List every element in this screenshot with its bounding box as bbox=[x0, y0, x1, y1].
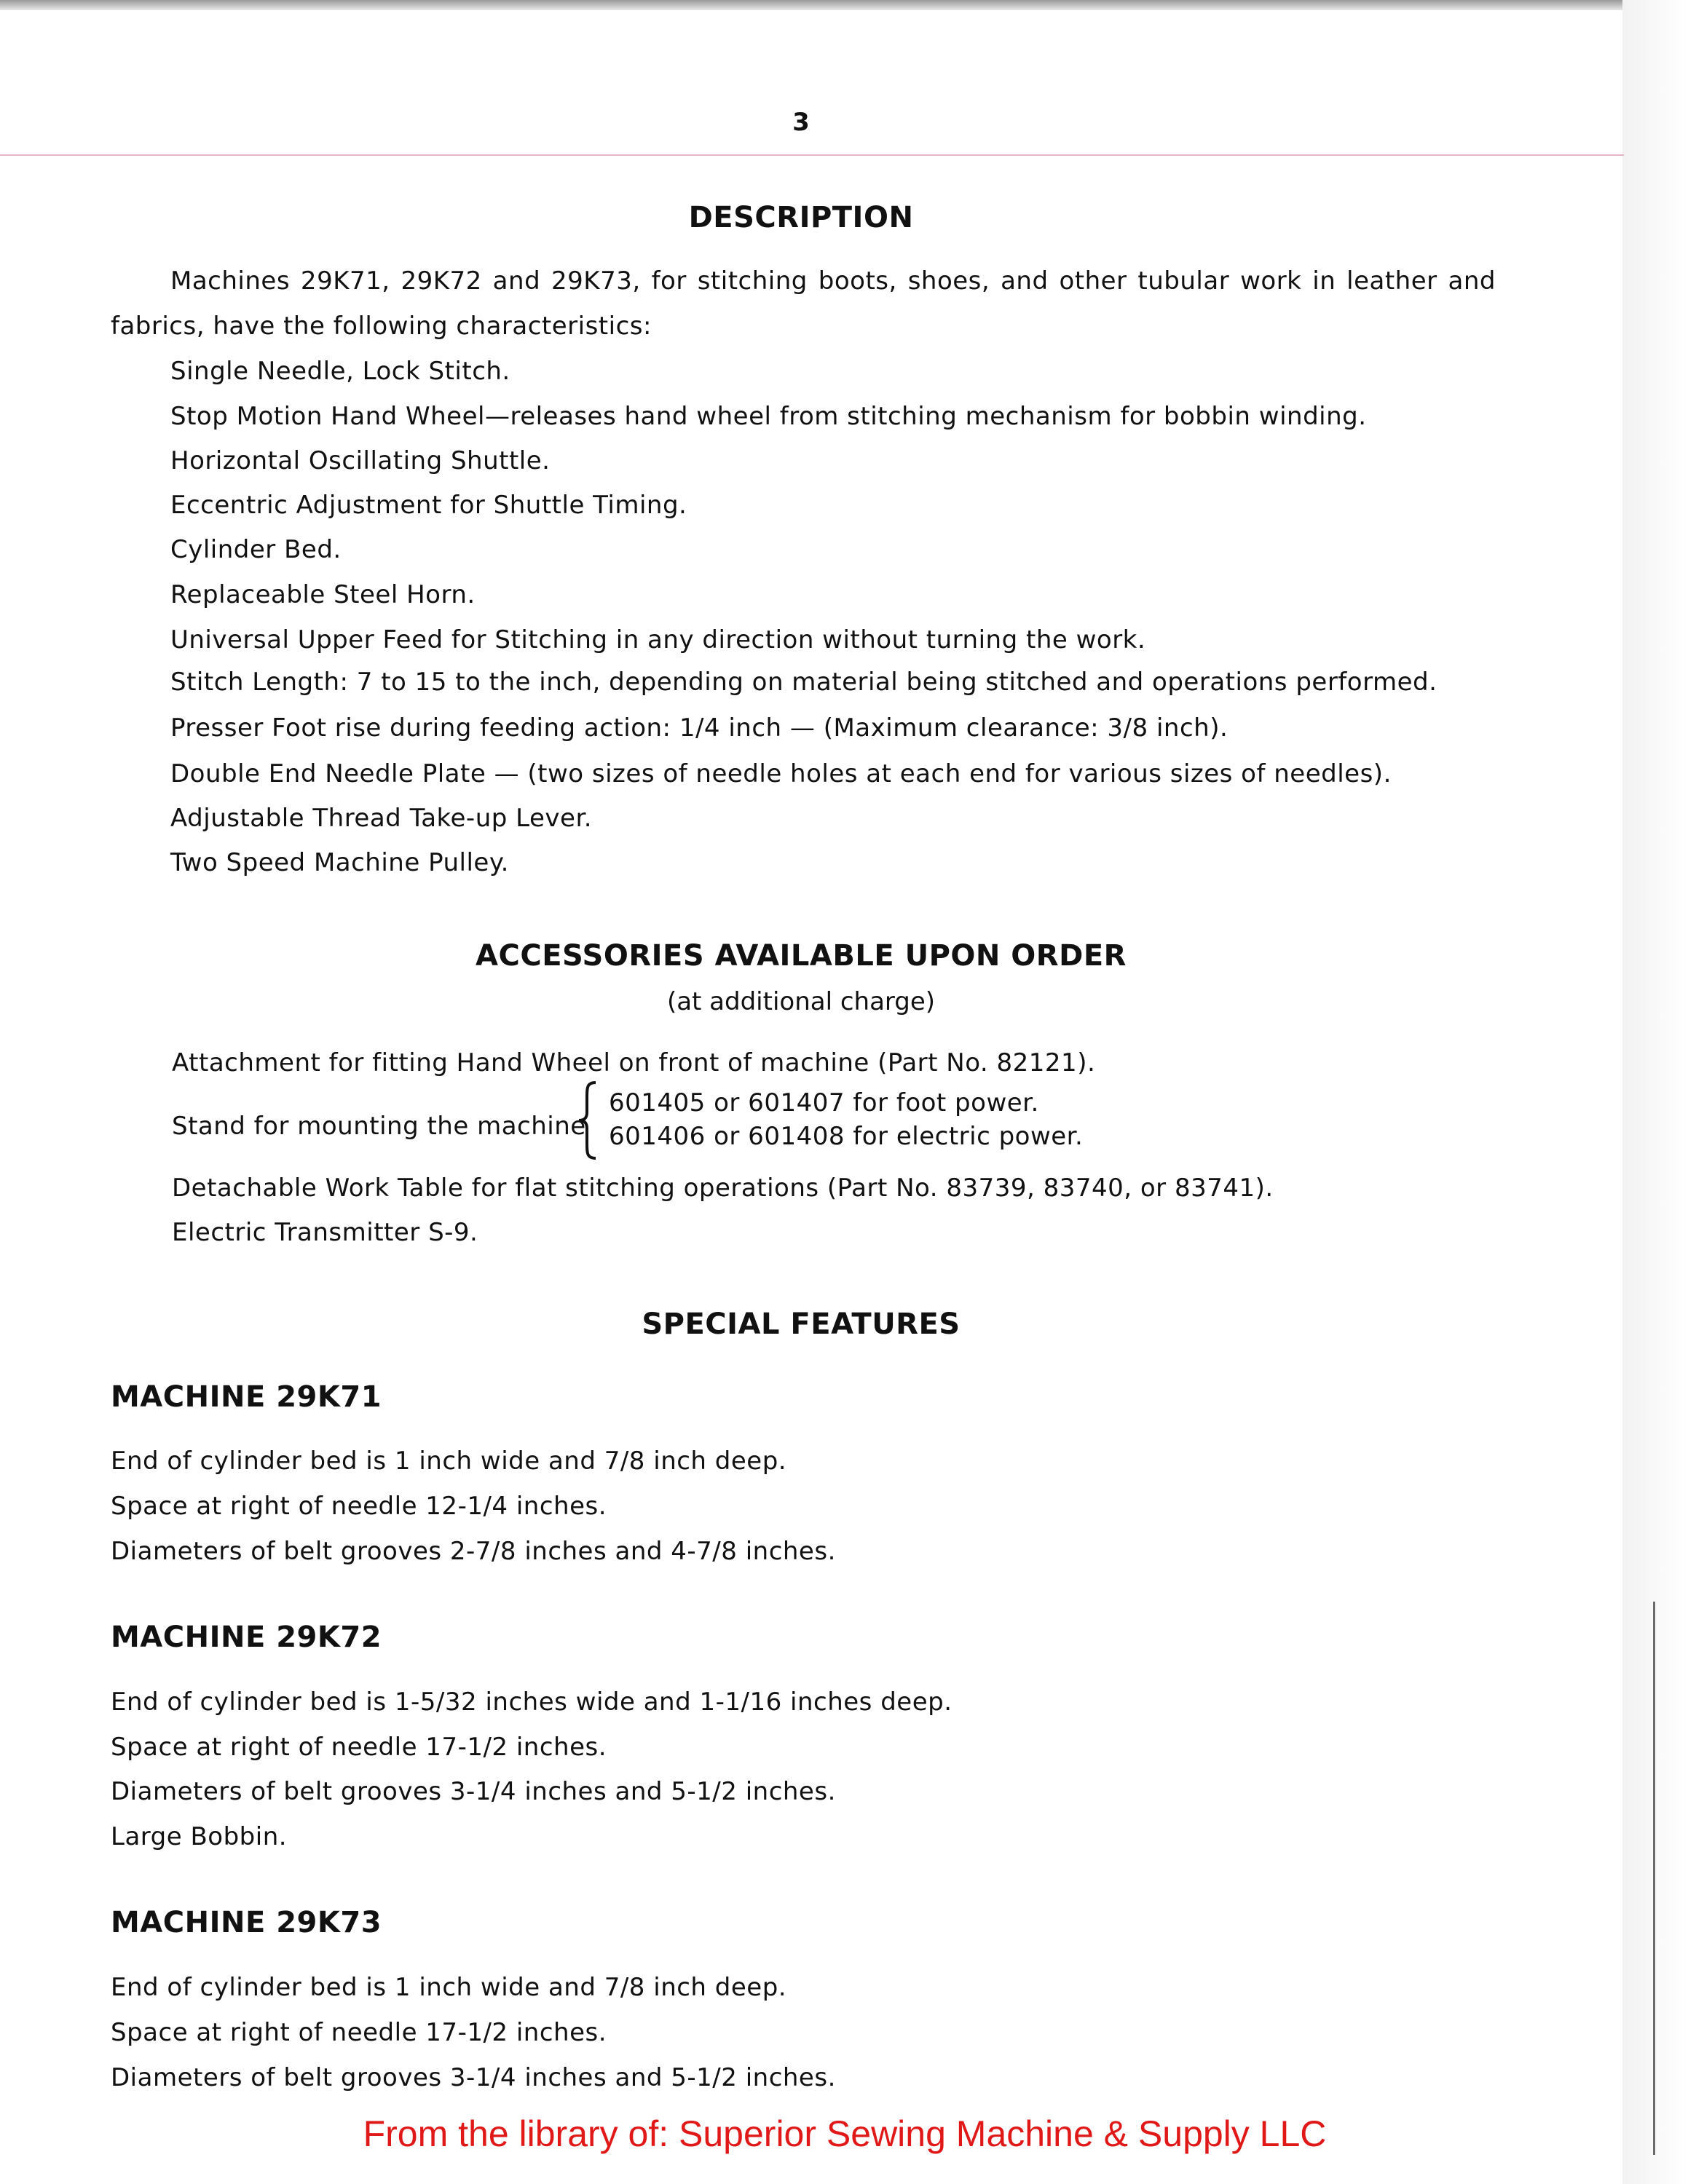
characteristic-item: Replaceable Steel Horn. bbox=[170, 580, 476, 609]
accessory-transmitter: Electric Transmitter S-9. bbox=[172, 1218, 478, 1247]
machine-feature: Diameters of belt grooves 3-1/4 inches and 5-1/2 inches. bbox=[111, 2063, 836, 2092]
description-heading: DESCRIPTION bbox=[688, 201, 914, 234]
description-intro-line2: fabrics, have the following characteristics: bbox=[111, 312, 652, 341]
accessory-stand-label: Stand for mounting the machine bbox=[172, 1112, 586, 1141]
header-rule bbox=[0, 154, 1624, 156]
characteristic-item: Double End Needle Plate — (two sizes of needle holes at each end for various sizes of needles). bbox=[170, 759, 1392, 788]
description-intro-line1: Machines 29K71, 29K72 and 29K73, for stitching boots, shoes, and other tubular work in leather and bbox=[170, 266, 1496, 296]
machine-feature: Diameters of belt grooves 3-1/4 inches and 5-1/2 inches. bbox=[111, 1777, 836, 1806]
characteristic-item: Eccentric Adjustment for Shuttle Timing. bbox=[170, 491, 687, 520]
characteristic-item: Single Needle, Lock Stitch. bbox=[170, 357, 510, 386]
machine-feature: Space at right of needle 17-1/2 inches. bbox=[111, 1733, 607, 1762]
page-right-shadow bbox=[1622, 0, 1688, 2184]
machine-feature: Space at right of needle 12-1/4 inches. bbox=[111, 1492, 607, 1521]
stand-option: 601405 or 601407 for foot power. bbox=[609, 1088, 1039, 1117]
accessory-work-table: Detachable Work Table for flat stitching operations (Part No. 83739, 83740, or 83741). bbox=[172, 1174, 1274, 1203]
accessories-note: (at additional charge) bbox=[666, 987, 936, 1016]
machine-feature: Space at right of needle 17-1/2 inches. bbox=[111, 2018, 607, 2047]
characteristic-item: Stitch Length: 7 to 15 to the inch, depending on material being stitched and operations performed. bbox=[170, 668, 1437, 697]
accessories-heading: ACCESSORIES AVAILABLE UPON ORDER bbox=[476, 939, 1127, 973]
characteristic-item: Stop Motion Hand Wheel—releases hand wheel from stitching mechanism for bobbin winding. bbox=[170, 402, 1367, 431]
accessory-attachment: Attachment for fitting Hand Wheel on front of machine (Part No. 82121). bbox=[172, 1048, 1096, 1077]
characteristic-item: Horizontal Oscillating Shuttle. bbox=[170, 446, 551, 475]
brace-icon bbox=[577, 1080, 599, 1160]
machine-title: MACHINE 29K72 bbox=[111, 1621, 382, 1654]
characteristic-item: Cylinder Bed. bbox=[170, 535, 342, 564]
machine-feature: End of cylinder bed is 1 inch wide and 7/8 inch deep. bbox=[111, 1973, 787, 2002]
library-footer: From the library of: Superior Sewing Machine & Supply LLC bbox=[363, 2113, 1327, 2154]
characteristic-item: Universal Upper Feed for Stitching in any direction without turning the work. bbox=[170, 625, 1146, 654]
stand-option: 601406 or 601408 for electric power. bbox=[609, 1122, 1084, 1151]
page-right-edge-line bbox=[1653, 1602, 1655, 2155]
characteristic-item: Two Speed Machine Pulley. bbox=[170, 848, 509, 877]
characteristic-item: Adjustable Thread Take-up Lever. bbox=[170, 804, 593, 833]
special-features-heading: SPECIAL FEATURES bbox=[642, 1307, 961, 1341]
machine-feature: End of cylinder bed is 1 inch wide and 7/8 inch deep. bbox=[111, 1447, 787, 1476]
characteristic-item: Presser Foot rise during feeding action: 1/4 inch — (Maximum clearance: 3/8 inch). bbox=[170, 713, 1228, 743]
page-top-edge bbox=[0, 0, 1624, 10]
page-number: 3 bbox=[792, 108, 810, 137]
machine-feature: Diameters of belt grooves 2-7/8 inches and 4-7/8 inches. bbox=[111, 1537, 836, 1566]
machine-title: MACHINE 29K73 bbox=[111, 1906, 382, 1939]
machine-feature: End of cylinder bed is 1-5/32 inches wide and 1-1/16 inches deep. bbox=[111, 1688, 953, 1717]
machine-feature: Large Bobbin. bbox=[111, 1822, 288, 1851]
machine-title: MACHINE 29K71 bbox=[111, 1380, 382, 1414]
